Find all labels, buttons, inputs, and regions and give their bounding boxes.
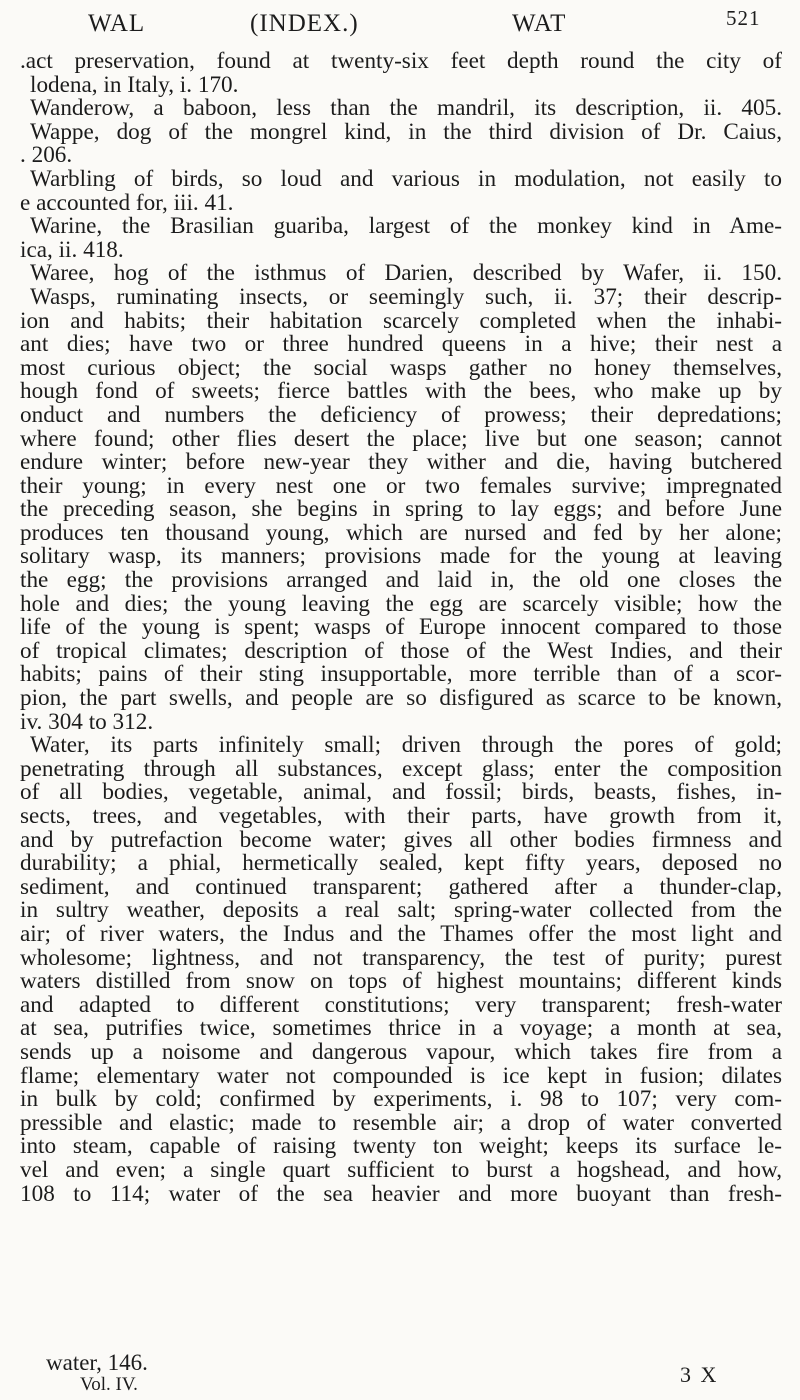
volume-signature: Vol. IV.: [80, 1374, 138, 1395]
text-line: sects, trees, and vegetables, with their parts, have growth from it,: [20, 805, 782, 829]
text-line: in bulk by cold; confirmed by experiments, i. 98 to 107; very com-: [20, 1088, 782, 1112]
text-line: .act preservation, found at twenty-six feet depth round the city of: [20, 50, 782, 74]
text-line: ica, ii. 418.: [20, 238, 124, 263]
page-footer: [0, 1350, 800, 1400]
text-line: pion, the part swells, and people are so disfigured as scarce to be known,: [20, 687, 782, 711]
text-line: sends up a noisome and dangerous vapour, which takes fire from a: [20, 1040, 782, 1065]
text-line: sediment, and continued transparent; gathered after a thunder-clap,: [20, 875, 782, 900]
text-line: air; of river waters, the Indus and the Thames offer the most light and: [20, 922, 782, 947]
text-line: and by putrefaction become water; gives all other bodies firmness and: [20, 828, 782, 853]
text-line: ion and habits; their habitation scarcely completed when the inhabi-: [20, 309, 782, 334]
text-line: their young; in every nest one or two females survive; impregnated: [20, 474, 782, 499]
text-line: onduct and numbers the deficiency of prowess; their depredations;: [20, 403, 782, 428]
text-line: waters distilled from snow on tops of highest mountains; different kinds: [20, 970, 782, 994]
index-entries: [20, 50, 782, 1206]
text-line: of all bodies, vegetable, animal, and fossil; birds, beasts, fishes, in-: [20, 781, 782, 805]
text-line: . 206.: [20, 144, 73, 168]
text-line: e accounted for, iii. 41.: [20, 191, 234, 216]
text-line: Warbling of birds, so loud and various in modulation, not easily to: [30, 167, 782, 192]
text-line: in sultry weather, deposits a real salt; spring-water collected from the: [20, 899, 782, 923]
text-line: pressible and elastic; made to resemble air; a drop of water converted: [20, 1111, 782, 1136]
text-line: lodena, in Italy, i. 170.: [30, 73, 239, 98]
text-line: Water, its parts infinitely small; driven through the pores of gold;: [30, 734, 782, 758]
running-head-left: WAL: [88, 10, 146, 37]
sheet-signature: 3 X: [680, 1362, 719, 1387]
text-line: hole and dies; the young leaving the egg are scarcely visible; how the: [20, 592, 782, 617]
text-line: flame; elementary water not compounded is ice kept in fusion; dilates: [20, 1064, 782, 1089]
text-line: durability; a phial, hermetically sealed, kept fifty years, deposed no: [20, 852, 782, 876]
text-line: Warine, the Brasilian guariba, largest of the monkey kind in Ame-: [30, 215, 782, 239]
text-line: the preceding season, she begins in spring to lay eggs; and before June: [20, 498, 782, 522]
running-head: [0, 4, 800, 44]
text-line: most curious object; the social wasps gather no honey themselves,: [20, 356, 782, 381]
text-line: ant dies; have two or three hundred queens in a hive; their nest a: [20, 333, 782, 357]
running-head-right: WAT: [512, 10, 567, 37]
text-line: the egg; the provisions arranged and laid in, the old one closes the: [20, 569, 782, 593]
text-line: into steam, capable of raising twenty ton weight; keeps its surface le-: [20, 1135, 782, 1159]
text-line: hough fond of sweets; fierce battles with the bees, who make up by: [20, 380, 782, 404]
text-line: at sea, putrifies twice, sometimes thrice in a voyage; a month at sea,: [20, 1017, 782, 1041]
text-line: and adapted to different constitutions; very transparent; fresh-water: [20, 993, 782, 1018]
text-line: of tropical climates; description of those of the West Indies, and their: [20, 639, 782, 664]
text-line: Wanderow, a baboon, less than the mandril, its description, ii. 405.: [30, 97, 782, 121]
running-head-center: (INDEX.): [250, 10, 359, 37]
text-line: life of the young is spent; wasps of Europe innocent compared to those: [20, 616, 782, 640]
text-line: 108 to 114; water of the sea heavier and more buoyant than fresh-: [20, 1182, 782, 1207]
text-line: where found; other flies desert the place; live but one season; cannot: [20, 427, 782, 452]
text-line: iv. 304 to 312.: [20, 710, 154, 735]
text-line: endure winter; before new-year they wither and die, having butchered: [20, 451, 782, 475]
text-line: Wasps, ruminating insects, or seemingly such, ii. 37; their descrip-: [30, 285, 782, 310]
text-line: Wappe, dog of the mongrel kind, in the third division of Dr. Caius,: [30, 120, 782, 145]
text-line: wholesome; lightness, and not transparency, the test of purity; purest: [20, 946, 782, 971]
page-number: 521: [726, 6, 761, 30]
text-line: solitary wasp, its manners; provisions made for the young at leaving: [20, 545, 782, 570]
text-line: Waree, hog of the isthmus of Darien, described by Wafer, ii. 150.: [30, 262, 782, 286]
text-line: habits; pains of their sting insupportable, more terrible than of a scor-: [20, 663, 782, 688]
text-line: penetrating through all substances, except glass; enter the composition: [20, 757, 782, 782]
footer-text-line: water, 146.: [46, 1350, 148, 1375]
text-line: produces ten thousand young, which are nursed and fed by her alone;: [20, 521, 782, 546]
text-line: vel and even; a single quart sufficient to burst a hogshead, and how,: [20, 1158, 782, 1183]
